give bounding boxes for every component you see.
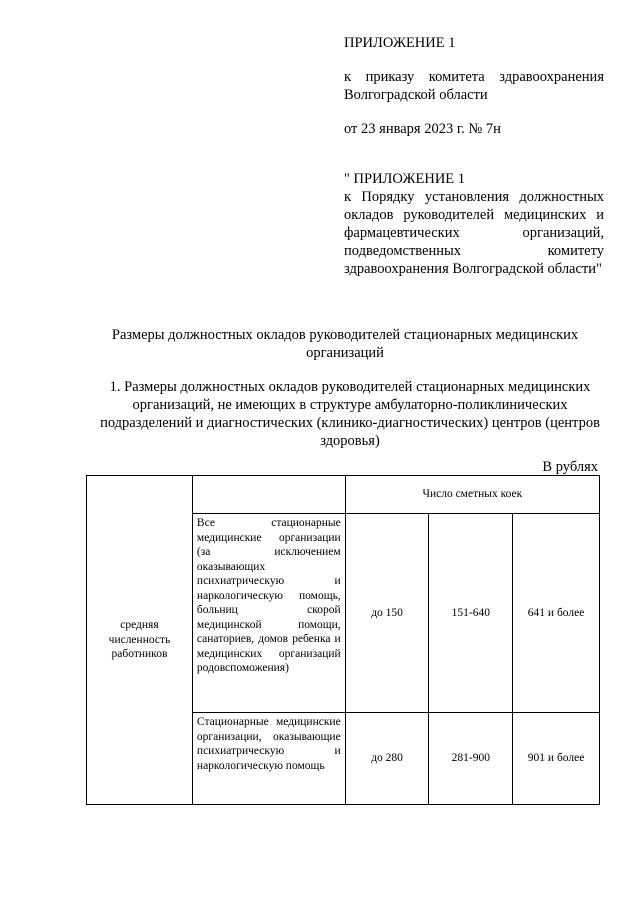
group-header-cell: Число сметных коек (345, 476, 599, 514)
quoted-annex-body: к Порядку установления должностных окладов руководителей медицинских и фармацевтических организаций, подведомственных комитету здравоохранения Волгоградской области" (344, 189, 604, 277)
empty-header-cell (192, 476, 345, 514)
value-cell: 641 и более (513, 514, 600, 713)
category-cell: Стационарные медицинские организации, оказывающие психиатрическую и наркологическую помощь (192, 713, 345, 805)
value-cell: до 150 (345, 514, 429, 713)
annex-order-reference: к приказу комитета здравоохранения Волгоградской области (344, 69, 604, 103)
row-header-cell: средняя численность работников (87, 476, 193, 805)
annex-order-date: от 23 января 2023 г. № 7н (344, 121, 501, 137)
section-heading: 1. Размеры должностных окладов руководителей стационарных медицинских организаций, не имеющих в структуре амбулаторно-поликлинических подразделений и диагностических (клинико-диагностических) центров (центров здоровья) (100, 379, 600, 449)
value-cell: до 280 (345, 713, 429, 805)
value-cell: 281-900 (429, 713, 513, 805)
unit-label: В рублях (542, 459, 598, 475)
value-cell: 151-640 (429, 514, 513, 713)
document-heading: Размеры должностных окладов руководителей стационарных медицинских организаций (111, 327, 579, 361)
salary-table (86, 475, 600, 805)
table-header-row (87, 476, 600, 514)
category-cell: Все стационарные медицинские организации (за исключением оказывающих психиатрическую и наркологическую помощь, больниц скорой медицинской помощи, санаториев, домов ребенка и медицинских организаций родовспоможения) (192, 514, 345, 713)
value-cell: 901 и более (513, 713, 600, 805)
quoted-annex-title: " ПРИЛОЖЕНИЕ 1 (344, 171, 466, 187)
annex-title: ПРИЛОЖЕНИЕ 1 (344, 35, 456, 51)
